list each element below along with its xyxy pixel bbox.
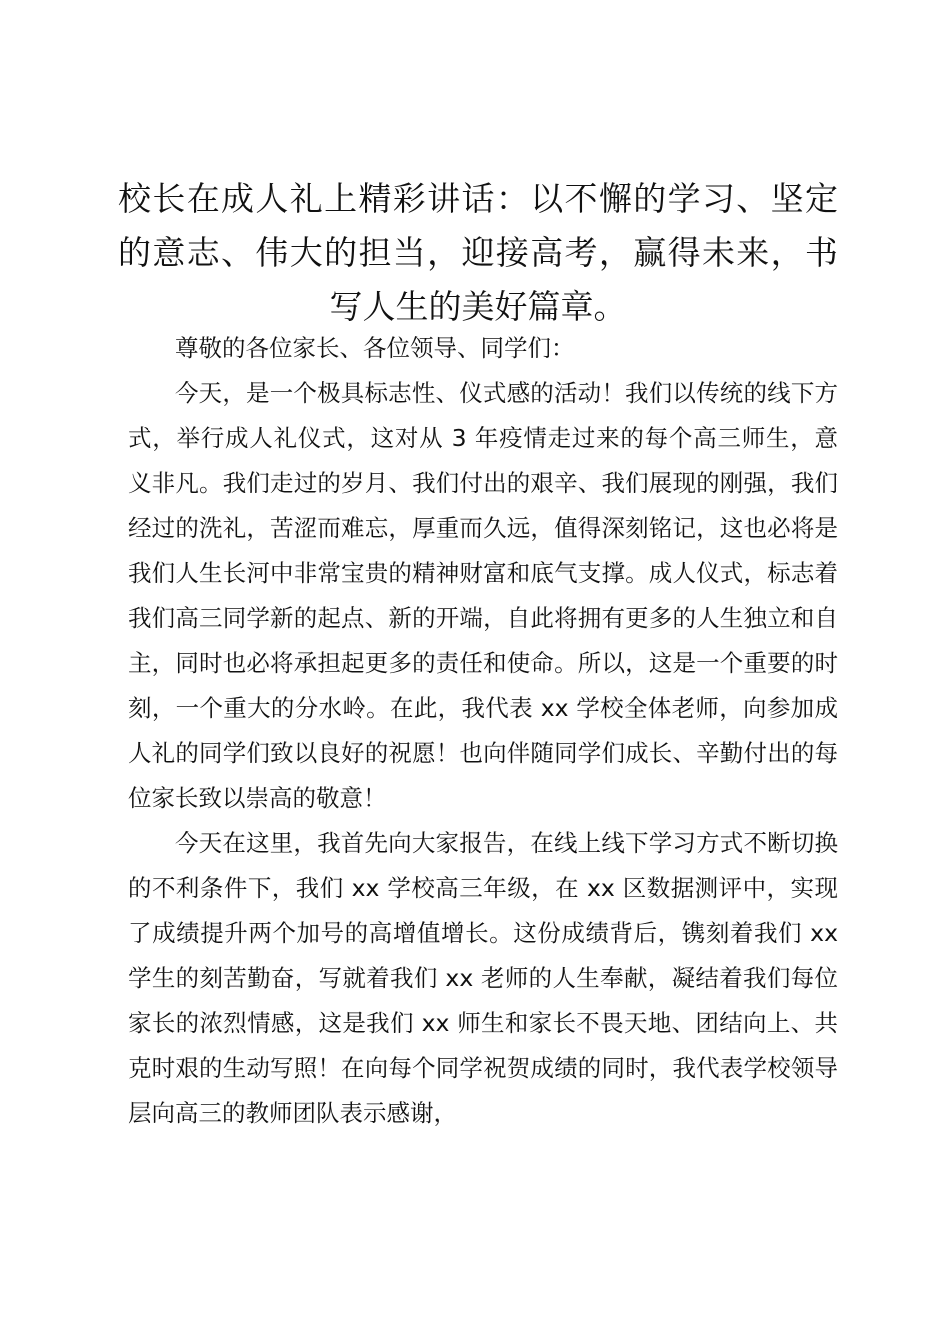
salutation: 尊敬的各位家长、各位领导、同学们： [175,334,575,362]
paragraph-1: 今天，是一个极具标志性、仪式感的活动！我们以传统的线下方式，举行成人礼仪式，这对从 3 年疫情走过来的每个高三师生，意义非凡。我们走过的岁月、我们付出的艰辛、我们展现的刚强，我们经过的洗礼，苦涩而难忘，厚重而久远，值得深刻铭记，这也必将是我们人生长河中非常宝贵的精神财富和底气支撑。成人仪式，标志着我们高三同学新的起点、新的开端，自此将拥有更多的人生独立和自主，同时也必将承担起更多的责任和使命。所以，这是一个重要的时刻，一个重大的分水岭。在此，我代表 xx 学校全体老师，向参加成人礼的同学们致以良好的祝愿！也向伴随同学们成长、辛勤付出的每位家长致以崇高的敬意！ [128,379,838,812]
paragraph-2: 今天在这里，我首先向大家报告，在线上线下学习方式不断切换的不利条件下，我们 xx 学校高三年级，在 xx 区数据测评中，实现了成绩提升两个加号的高增值增长。这份成绩背后，镌刻着我们 xx 学生的刻苦勤奋，写就着我们 xx 老师的人生奉献，凝结着我们每位家长的浓烈情感，这是我们 xx 师生和家长不畏天地、团结向上、共克时艰的生动写照！在向每个同学祝贺成绩的同时，我代表学校领导层向高三的教师团队表示感谢， [128,829,838,1127]
document-title: 校长在成人礼上精彩讲话：以不懈的学习、坚定的意志、伟大的担当，迎接高考，赢得未来，书写人生的美好篇章。 [118,179,838,326]
document-body [128,326,838,1136]
